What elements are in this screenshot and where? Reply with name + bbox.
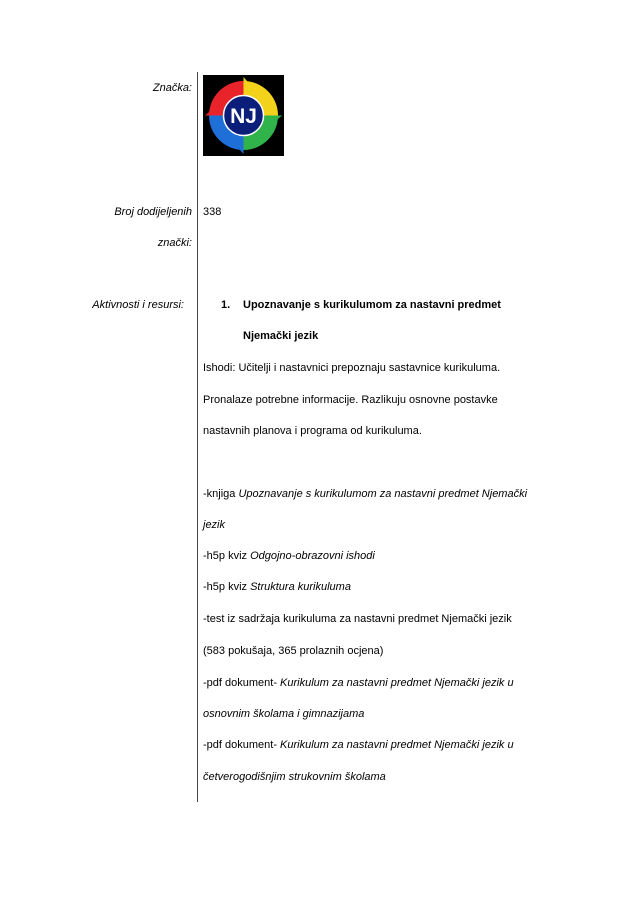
- resource-quiz1-prefix: -h5p kviz: [203, 550, 251, 562]
- resource-quiz2-prefix: -h5p kviz: [203, 581, 251, 593]
- resource-test-stats: (583 pokušaja, 365 prolaznih ocjena): [203, 645, 384, 657]
- resource-book[interactable]: [203, 488, 527, 500]
- resource-pdf2-cont[interactable]: [203, 771, 386, 783]
- count-label-line1: Broj dodijeljenih: [114, 206, 192, 218]
- activity-number: 1.: [221, 299, 231, 311]
- outcomes-line1: Ishodi: Učitelji i nastavnici prepoznaju sastavnice kurikuluma.: [203, 362, 501, 374]
- resource-quiz2-title: Struktura kurikuluma: [250, 581, 351, 593]
- count-label-line2: znački:: [157, 237, 192, 249]
- resource-pdf1-prefix: -pdf dokument-: [203, 677, 281, 689]
- resource-test[interactable]: -test iz sadržaja kurikuluma za nastavni predmet Njemački jezik: [203, 613, 512, 625]
- outcomes-line2: Pronalaze potrebne informacije. Razlikuju osnovne postavke: [203, 394, 498, 406]
- resource-book-title: Upoznavanje s kurikulumom za nastavni predmet Njemački: [238, 488, 528, 500]
- activity-title-line1: Upoznavanje s kurikulumom za nastavni predmet: [243, 299, 501, 311]
- resource-quiz2[interactable]: [203, 581, 351, 593]
- nj-badge-icon: [203, 75, 284, 156]
- resource-quiz1[interactable]: [203, 550, 375, 562]
- resource-pdf2[interactable]: [203, 739, 514, 751]
- resource-pdf1-cont[interactable]: [203, 708, 364, 720]
- resource-book-cont[interactable]: [203, 519, 225, 531]
- badge-logo-text: NJ: [230, 105, 257, 128]
- resource-pdf1[interactable]: [203, 677, 514, 689]
- outcomes-line3: nastavnih planova i programa od kurikuluma.: [203, 425, 422, 437]
- badge-label: Značka:: [152, 82, 192, 94]
- resource-pdf2-prefix: -pdf dokument-: [203, 739, 281, 751]
- resource-pdf2-title: Kurikulum za nastavni predmet Njemački jezik u: [280, 739, 514, 751]
- resource-book-prefix: -knjiga: [203, 488, 239, 500]
- resource-pdf1-title: Kurikulum za nastavni predmet Njemački jezik u: [280, 677, 514, 689]
- resource-book-title-cont: jezik: [203, 519, 226, 531]
- resource-pdf2-title-cont: četverogodišnjim strukovnim školama: [203, 771, 386, 783]
- badge-count-value: 338: [203, 206, 222, 218]
- badge-logo: [203, 75, 284, 156]
- column-divider: [197, 72, 198, 802]
- resource-quiz1-title: Odgojno-obrazovni ishodi: [250, 550, 375, 562]
- activity-title-line2: Njemački jezik: [243, 330, 319, 342]
- activities-label: Aktivnosti i resursi:: [92, 299, 184, 311]
- resource-pdf1-title-cont: osnovnim školama i gimnazijama: [203, 708, 365, 720]
